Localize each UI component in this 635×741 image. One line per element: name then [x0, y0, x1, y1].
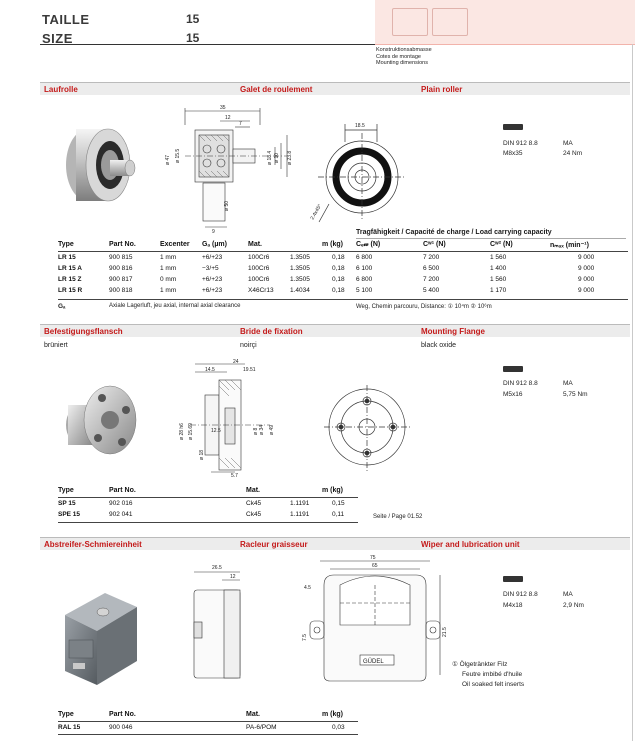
table-cell: PA-6/POM	[246, 724, 277, 731]
wiper-felt-de: ① Ölgetränkter Filz	[452, 661, 508, 668]
screw-icon	[503, 124, 523, 130]
roller-footnote: Axiale Lagerluft, jeu axial, internal axial clearance	[109, 303, 241, 309]
roller-table-header: Type Part No. Excenter Gₐ (µm) Mat. m (kg) Cₑ𝓌 (N) Cʷ¹ (N) Cʷ² (N) nₘₐₓ (min⁻¹)	[58, 241, 589, 249]
roller-footnote-symbol: Gₐ	[58, 303, 66, 310]
table-cell: SPE 15	[58, 511, 81, 518]
capacity-rule	[356, 238, 626, 239]
roller-screw-torque: 24 Nm	[563, 150, 583, 157]
flange-title-de: Befestigungsflansch	[44, 327, 123, 336]
roller-dim-12: 12	[225, 115, 231, 121]
flange-dim-1569: ø 15.69	[188, 423, 194, 440]
table-cell: 902 016	[109, 500, 133, 507]
table-row	[58, 724, 358, 733]
table-cell: 0,18	[332, 265, 345, 272]
table-cell: LR 15 A	[58, 265, 82, 272]
table-cell: 900 046	[109, 724, 133, 731]
table-cell: 100Cr6	[248, 276, 270, 283]
wiper-felt-en: Oil soaked felt inserts	[462, 681, 525, 688]
wiper-dim-12: 12	[230, 574, 236, 580]
dims-label-de: Konstruktionsabmasse	[376, 47, 432, 53]
table-cell: 0,18	[332, 287, 345, 294]
flange-section-drawing	[175, 360, 295, 480]
roller-table-rule	[58, 251, 628, 252]
flange-screw-ma: MA	[563, 380, 573, 387]
wiper-dim-265: 26.5	[212, 565, 222, 571]
table-cell: 900 818	[109, 287, 133, 294]
table-cell: 7 200	[423, 254, 440, 261]
table-cell: RAL 15	[58, 724, 81, 731]
table-cell: 9 000	[578, 265, 595, 272]
flange-title-en: Mounting Flange	[421, 327, 485, 336]
roller-title-fr: Galet de roulement	[240, 85, 313, 94]
dims-label-fr: Cotes de montage	[376, 53, 421, 60]
wiper-front-drawing	[300, 555, 450, 690]
screw-icon	[503, 366, 523, 372]
table-cell: 6 100	[356, 265, 373, 272]
table-cell: 100Cr6	[248, 265, 270, 272]
table-cell: 6 800	[356, 276, 373, 283]
flange-photo	[58, 380, 138, 460]
table-row	[58, 287, 628, 296]
table-cell: 1 mm	[160, 265, 177, 272]
roller-screw-size: M8x35	[503, 150, 523, 157]
roller-title-en: Plain roller	[421, 85, 463, 94]
table-cell: 9 000	[578, 287, 595, 294]
wiper-dim-65: 65	[372, 563, 378, 569]
table-cell: 5 400	[423, 287, 440, 294]
header-tab-2	[432, 8, 468, 36]
flange-dim-8: ø 8	[253, 427, 259, 435]
wiper-felt-note	[452, 660, 524, 690]
table-cell: 1 560	[490, 254, 507, 261]
roller-section-header	[40, 82, 630, 95]
table-row	[58, 500, 358, 509]
flange-table-bottom	[58, 522, 358, 523]
roller-dim-35: 35	[220, 105, 226, 111]
table-row	[58, 254, 628, 263]
table-cell: LR 15 Z	[58, 276, 82, 283]
flange-finish-fr: noirçi	[240, 342, 257, 349]
flange-dim-49: ø 49	[269, 424, 275, 435]
table-cell: 1 560	[490, 276, 507, 283]
table-cell: −3/+5	[202, 265, 219, 272]
table-cell: 100Cr6	[248, 254, 270, 261]
roller-front-drawing	[309, 120, 415, 230]
table-cell: 1.4034	[290, 287, 310, 294]
roller-dim-7: 7	[239, 121, 242, 127]
roller-photo	[58, 120, 138, 210]
wiper-felt-fr: Feutre imbibé d'huile	[462, 671, 523, 678]
flange-finish-en: black oxide	[421, 342, 457, 349]
wiper-photo	[55, 585, 145, 695]
table-cell: 1.3505	[290, 254, 310, 261]
wiper-title-en: Wiper and lubrication unit	[421, 540, 520, 549]
header-tab-1	[392, 8, 428, 36]
flange-table-rule	[58, 497, 358, 498]
wiper-section-header	[40, 537, 630, 550]
roller-distance-note: Weg, Chemin parcouru, Distance: ① 10⁴m ② 10⁶m	[356, 304, 492, 310]
table-cell: 1 400	[490, 265, 507, 272]
table-cell: 1.1191	[290, 500, 310, 507]
flange-screw-din: DIN 912 8.8	[503, 380, 538, 387]
table-row	[58, 276, 628, 285]
roller-dim-47: ø 47	[165, 154, 171, 165]
wiper-table-rule	[58, 721, 358, 722]
wiper-screw-din: DIN 912 8.8	[503, 591, 538, 598]
flange-dim-1951: 19.51	[243, 367, 256, 373]
wiper-title-de: Abstreifer-Schmiereinheit	[44, 540, 142, 549]
roller-dim-9: 9	[212, 229, 215, 235]
flange-page-ref[interactable]: Seite / Page 01.52	[373, 514, 423, 520]
table-cell: LR 15 R	[58, 287, 83, 294]
flange-dim-34: ø 34	[259, 424, 265, 435]
table-cell: 0,18	[332, 276, 345, 283]
table-cell: 0,11	[332, 511, 345, 518]
table-cell: 1 mm	[160, 287, 177, 294]
flange-title-fr: Bride de fixation	[240, 327, 303, 336]
wiper-side-drawing	[180, 560, 260, 685]
header-size-2: 15	[186, 31, 200, 44]
flange-front-drawing	[322, 385, 412, 475]
table-cell: 902 041	[109, 511, 133, 518]
flange-dim-18: ø 18	[199, 449, 205, 460]
table-cell: 7 200	[423, 276, 440, 283]
table-cell: 900 815	[109, 254, 133, 261]
table-cell: Ck45	[246, 511, 262, 518]
roller-screw-ma: MA	[563, 140, 573, 147]
wiper-brand-label: GÜDEL	[363, 659, 384, 665]
header-title-en: SIZE	[42, 31, 73, 44]
table-cell: 6 800	[356, 254, 373, 261]
table-cell: 1.3505	[290, 265, 310, 272]
table-cell: 9 000	[578, 276, 595, 283]
flange-finish-de: brüniert	[44, 342, 68, 349]
header-title-de: TAILLE	[42, 12, 90, 27]
table-cell: 9 000	[578, 254, 595, 261]
wiper-dim-45: 4.5	[304, 585, 311, 591]
table-cell: X46Cr13	[248, 287, 274, 294]
table-cell: SP 15	[58, 500, 76, 507]
table-cell: 1.1191	[290, 511, 310, 518]
table-cell: 1.3505	[290, 276, 310, 283]
flange-dim-145: 14.5	[205, 367, 215, 373]
wiper-screw-size: M4x18	[503, 602, 523, 609]
flange-dim-125: 12.5	[211, 428, 221, 434]
roller-section-drawing	[165, 105, 305, 235]
wiper-table-header: Type Part No. Mat. m (kg)	[58, 711, 343, 718]
roller-dim-238: ø 23.8	[287, 150, 293, 165]
table-cell: 0,18	[332, 254, 345, 261]
roller-screw-din: DIN 912 8.8	[503, 140, 538, 147]
table-cell: 900 817	[109, 276, 133, 283]
table-cell: 0,15	[332, 500, 345, 507]
flange-screw-torque: 5,75 Nm	[563, 391, 588, 398]
roller-dim-chamfer: 2.4x45°	[309, 203, 324, 221]
table-row	[58, 265, 628, 274]
wiper-title-fr: Racleur graisseur	[240, 540, 308, 549]
table-cell: +6/+23	[202, 287, 223, 294]
wiper-screw-ma: MA	[563, 591, 573, 598]
flange-dim-24: 24	[233, 359, 239, 365]
table-cell: +6/+23	[202, 276, 223, 283]
table-cell: 5 100	[356, 287, 373, 294]
roller-dim-155: ø 15.5	[175, 148, 181, 163]
flange-screw-size: M5x16	[503, 391, 523, 398]
wiper-dim-75: 75	[370, 555, 376, 561]
roller-dim-50: ø 50	[224, 200, 230, 211]
dims-label-en: Mounting dimensions	[376, 60, 428, 66]
flange-dim-28: ø 28 h6	[179, 423, 185, 440]
table-cell: 1 170	[490, 287, 507, 294]
dims-label	[376, 47, 432, 67]
table-cell: 0,03	[332, 724, 345, 731]
table-row	[58, 511, 358, 520]
roller-capacity-title: Tragfähigkeit / Capacité de charge / Load carrying capacity	[356, 229, 552, 236]
table-cell: LR 15	[58, 254, 76, 261]
table-cell: 0 mm	[160, 276, 177, 283]
roller-title-de: Laufrolle	[44, 85, 78, 94]
roller-dim-184: ø 18.4	[267, 150, 273, 165]
table-cell: Ck45	[246, 500, 262, 507]
flange-table-header: Type Part No. Mat. m (kg)	[58, 487, 343, 494]
wiper-screw-torque: 2,9 Nm	[563, 602, 584, 609]
table-cell: 1 mm	[160, 254, 177, 261]
wiper-dim-215: 21.5	[442, 627, 448, 637]
wiper-table-bottom	[58, 734, 358, 735]
header-accent-line	[375, 44, 635, 45]
flange-dim-57: 5.7	[231, 473, 238, 479]
table-cell: 900 816	[109, 265, 133, 272]
header-rule	[40, 44, 375, 45]
table-cell: +6/+23	[202, 254, 223, 261]
roller-dim-185: 18.5	[355, 123, 365, 129]
header-size-1: 15	[186, 12, 200, 26]
wiper-dim-75b: 7.5	[302, 634, 308, 641]
flange-section-header	[40, 324, 630, 337]
roller-table-bottom	[58, 299, 628, 300]
roller-dim-10: ø 10	[274, 152, 280, 163]
screw-icon	[503, 576, 523, 582]
table-cell: 6 500	[423, 265, 440, 272]
page-edge	[632, 44, 633, 741]
